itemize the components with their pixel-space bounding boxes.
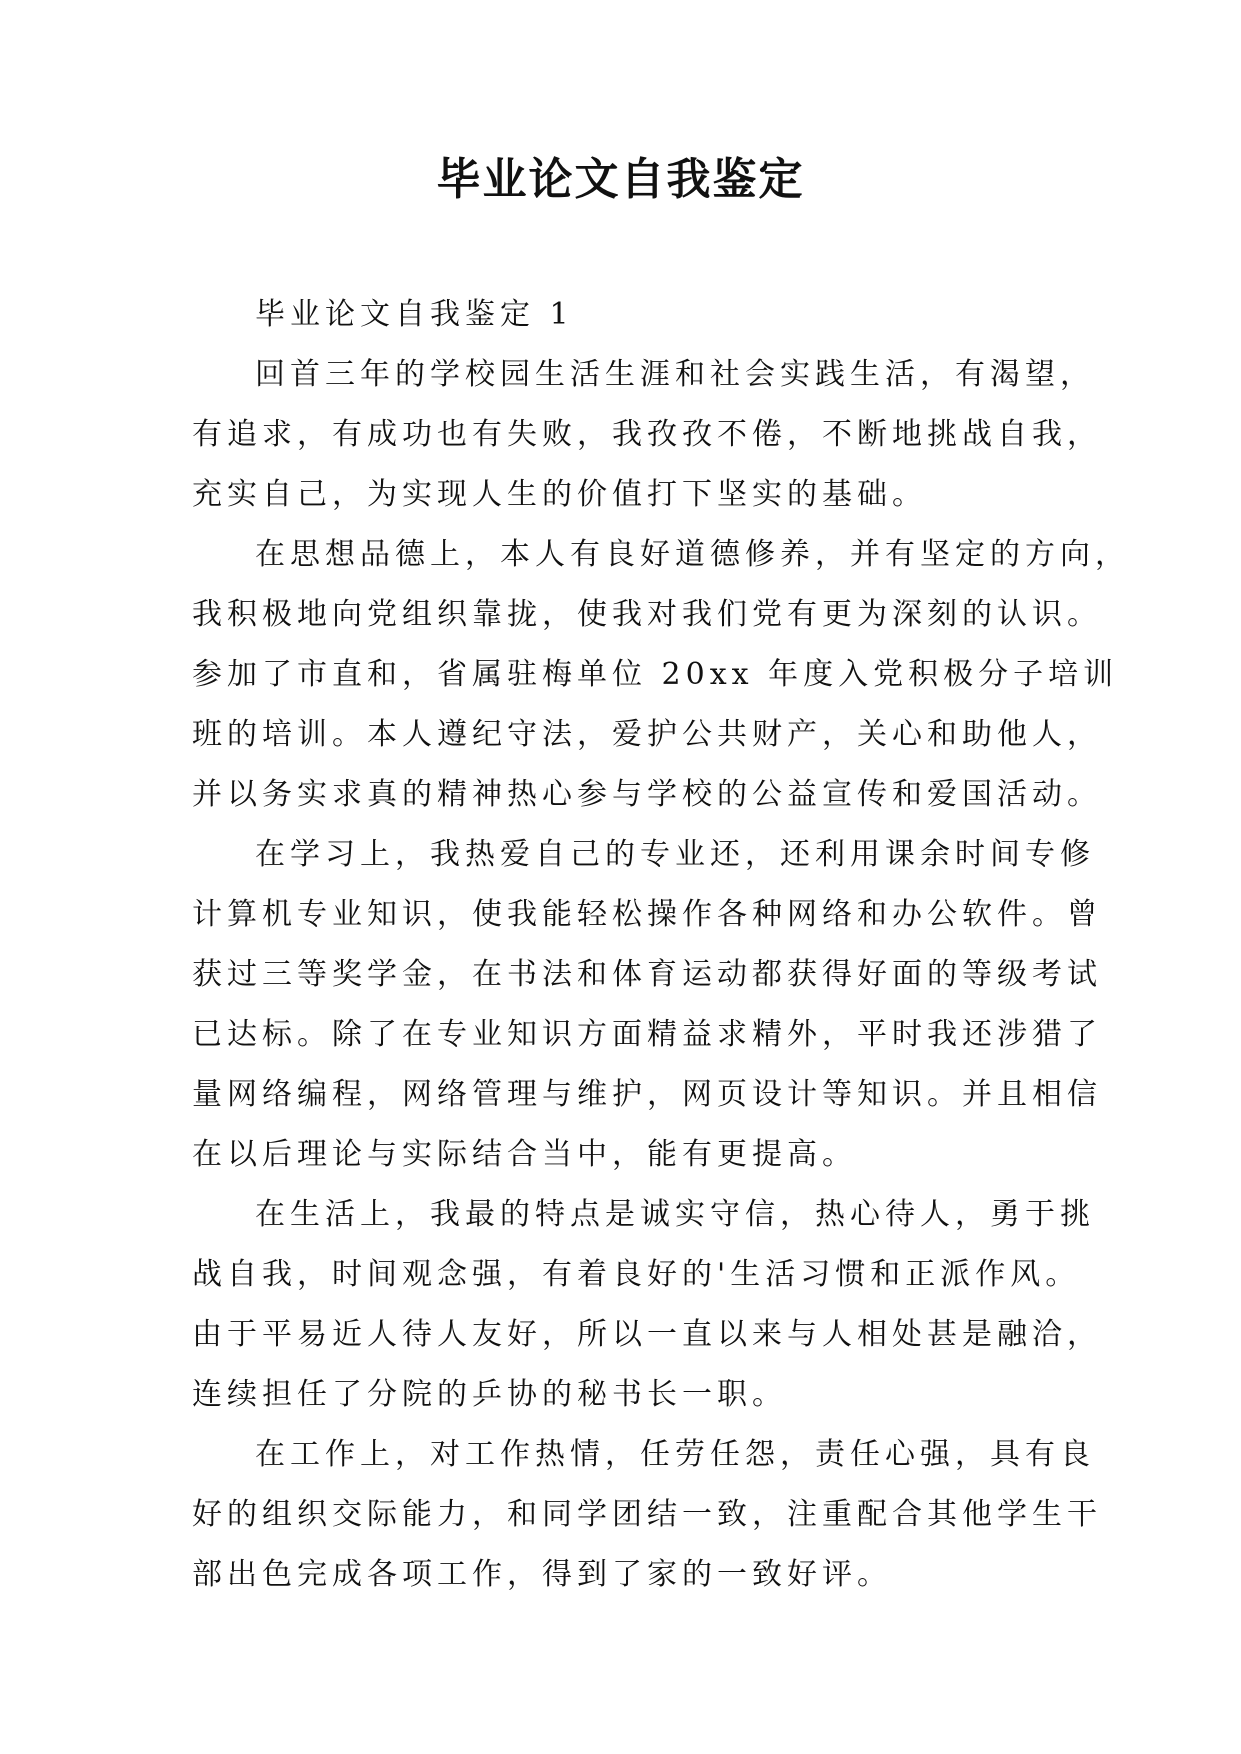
paragraph xyxy=(192,825,1102,1185)
document-title: 毕业论文自我鉴定 xyxy=(436,154,805,205)
text-line: 充实自己，为实现人生的价值打下坚实的基础。 xyxy=(192,477,927,512)
text-line: 已达标。除了在专业知识方面精益求精外，平时我还涉猎了 xyxy=(192,1017,1102,1052)
paragraph xyxy=(192,345,1102,525)
text-line: 回首三年的学校园生活生涯和社会实践生活，有渴望， xyxy=(255,357,1095,392)
text-line: 毕业论文自我鉴定 1 xyxy=(255,297,574,332)
text-line: 连续担任了分院的乒协的秘书长一职。 xyxy=(192,1377,787,1412)
paragraph xyxy=(192,1425,1102,1605)
paragraph xyxy=(192,525,1130,825)
text-line: 并以务实求真的精神热心参与学校的公益宣传和爱国活动。 xyxy=(192,777,1102,812)
text-line: 有追求，有成功也有失败，我孜孜不倦，不断地挑战自我， xyxy=(192,417,1102,452)
text-line: 战自我，时间观念强，有着良好的'生活习惯和正派作风。 xyxy=(192,1257,1081,1292)
text-line: 在生活上，我最的特点是诚实守信，热心待人，勇于挑 xyxy=(255,1197,1095,1232)
text-line: 好的组织交际能力，和同学团结一致，注重配合其他学生干 xyxy=(192,1497,1102,1532)
text-line: 由于平易近人待人友好，所以一直以来与人相处甚是融洽， xyxy=(192,1317,1102,1352)
text-line: 量网络编程，网络管理与维护，网页设计等知识。并且相信 xyxy=(192,1077,1102,1112)
text-line: 计算机专业知识，使我能轻松操作各种网络和办公软件。曾 xyxy=(192,897,1102,932)
text-line: 参加了市直和，省属驻梅单位 20xx 年度入党积极分子培训 xyxy=(192,657,1119,692)
text-line: 班的培训。本人遵纪守法，爱护公共财产，关心和助他人， xyxy=(192,717,1102,752)
text-line: 在学习上，我热爱自己的专业还，还利用课余时间专修 xyxy=(255,837,1095,872)
document-body xyxy=(192,285,1130,1605)
text-line: 获过三等奖学金，在书法和体育运动都获得好面的等级考试 xyxy=(192,957,1102,992)
text-line: 部出色完成各项工作，得到了家的一致好评。 xyxy=(192,1557,892,1592)
text-line: 在思想品德上，本人有良好道德修养，并有坚定的方向， xyxy=(255,537,1130,572)
text-line: 在工作上，对工作热情，任劳任怨，责任心强，具有良 xyxy=(255,1437,1095,1472)
paragraph-heading xyxy=(192,285,1082,345)
text-line: 我积极地向党组织靠拢，使我对我们党有更为深刻的认识。 xyxy=(192,597,1102,632)
paragraph xyxy=(192,1185,1102,1425)
text-line: 在以后理论与实际结合当中，能有更提高。 xyxy=(192,1137,857,1172)
